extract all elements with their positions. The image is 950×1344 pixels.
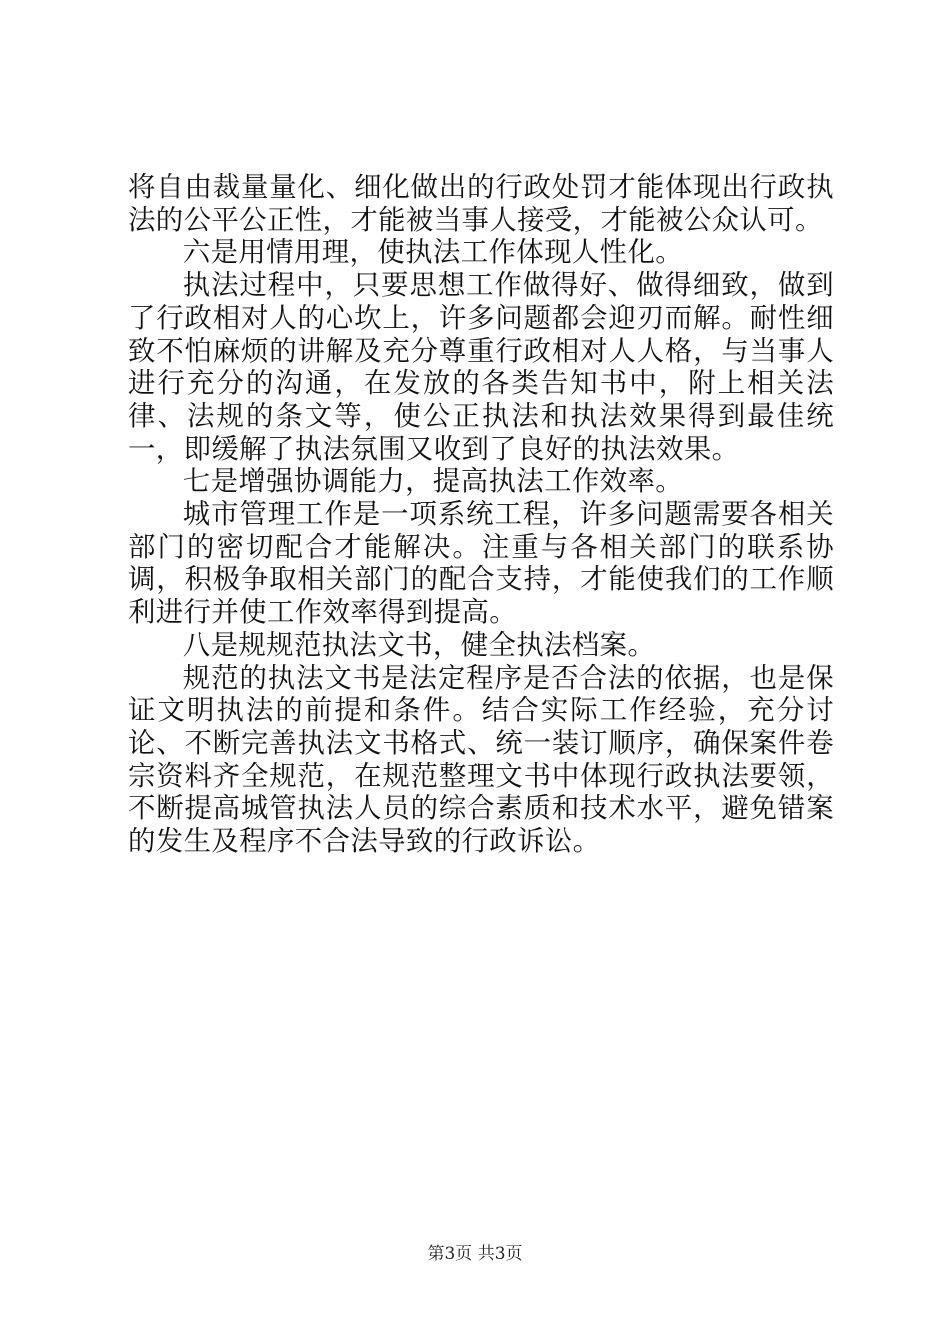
page-number-footer: 第3页 共3页	[427, 1244, 523, 1264]
paragraph: 规范的执法文书是法定程序是否合法的依据，也是保证文明执法的前提和条件。结合实际工作经验，充分讨论、不断完善执法文书格式、统一装订顺序，确保案件卷宗资料齐全规范，在规范整理文书中体现行政执法要领，不断提高城管执法人员的综合素质和技术水平，避免错案的发生及程序不合法导致的行政诉讼。	[128, 662, 834, 858]
paragraph: 将自由裁量量化、细化做出的行政处罚才能体现出行政执法的公平公正性，才能被当事人接受，才能被公众认可。	[128, 172, 834, 236]
paragraph: 执法过程中，只要思想工作做得好、做得细致，做到了行政相对人的心坎上，许多问题都会迎刃而解。耐性细致不怕麻烦的讲解及充分尊重行政相对人人格，与当事人进行充分的沟通，在发放的各类告知书中，附上相关法律、法规的条文等，使公正执法和执法效果得到最佳统一，即缓解了执法氛围又收到了良好的执法效果。	[128, 270, 834, 465]
section-heading: 七是增强协调能力，提高执法工作效率。	[182, 466, 684, 498]
paragraph: 城市管理工作是一项系统工程，许多问题需要各相关部门的密切配合才能解决。注重与各相关部门的联系协调，积极争取相关部门的配合支持，才能使我们的工作顺利进行并使工作效率得到提高。	[128, 499, 834, 629]
document-body	[128, 172, 834, 859]
section-heading: 六是用情用理，使执法工作体现人性化。	[182, 237, 684, 269]
section-heading: 八是规规范执法文书，健全执法档案。	[182, 629, 656, 661]
